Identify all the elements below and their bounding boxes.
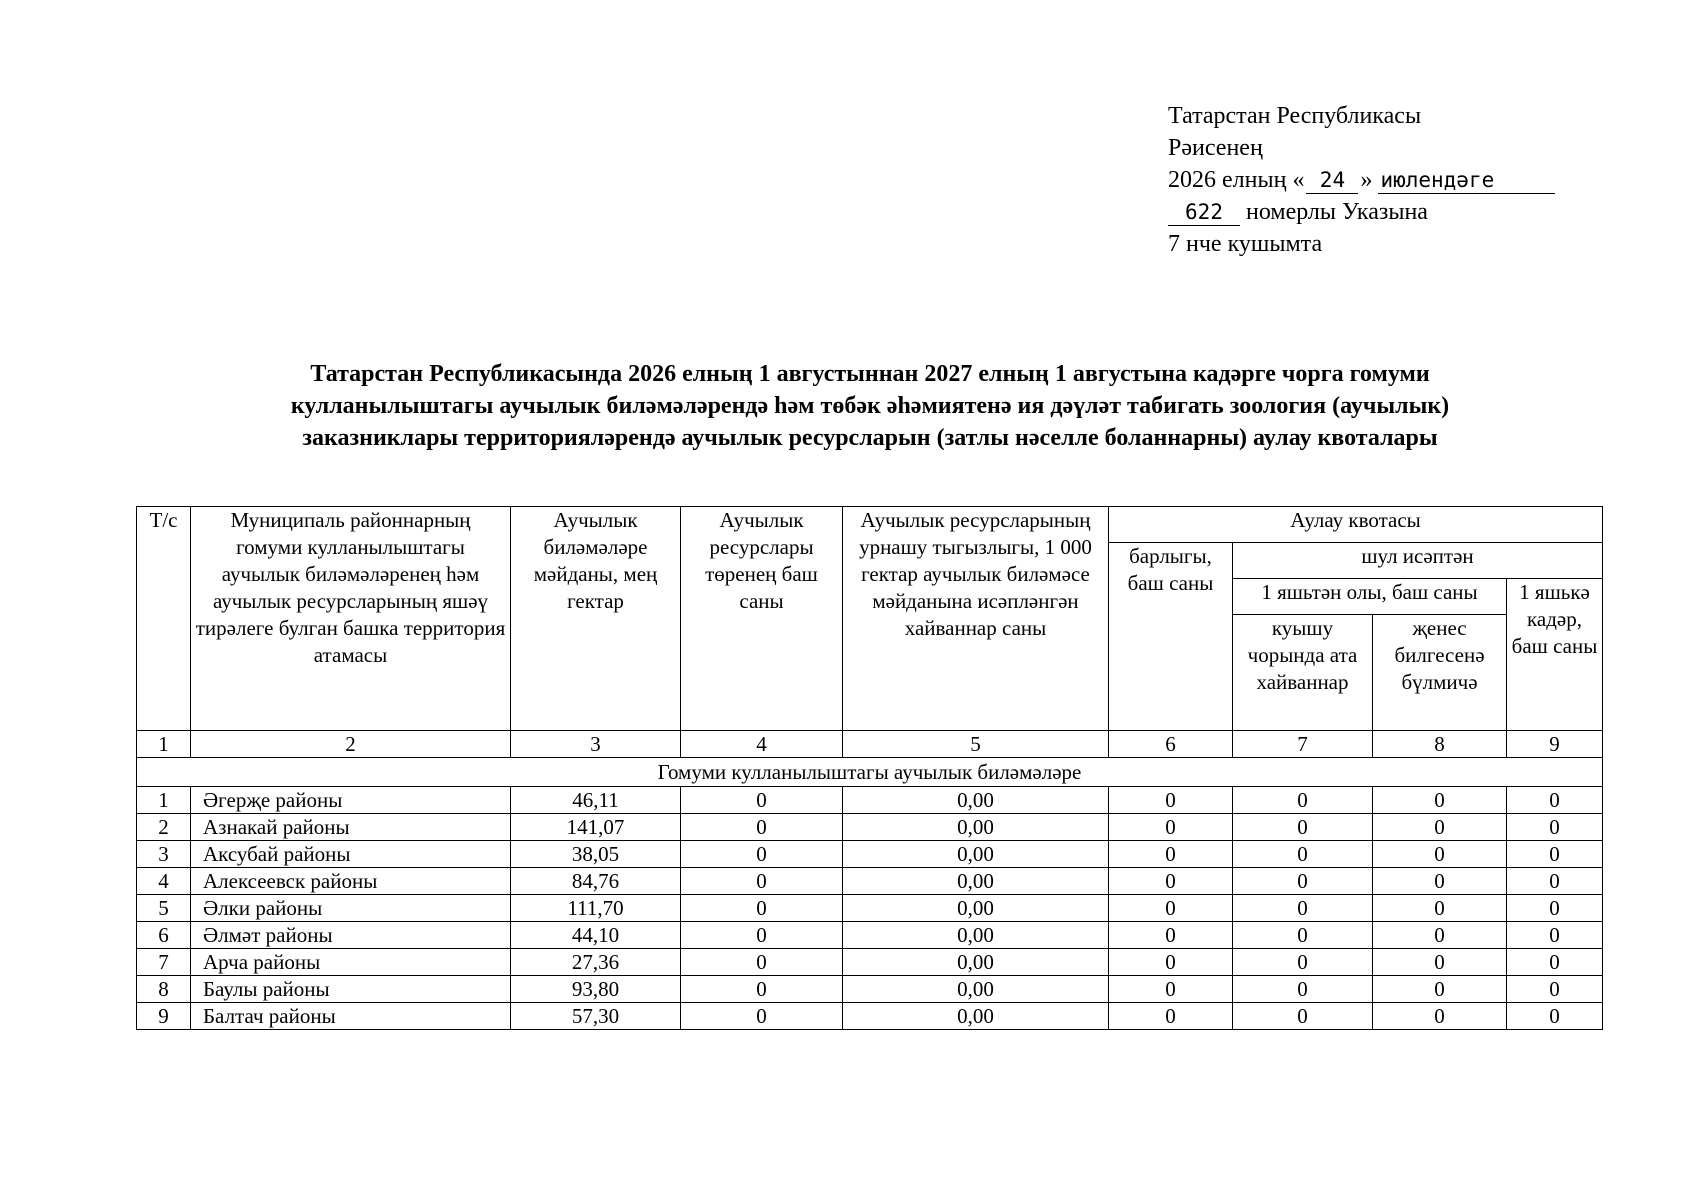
section-title: Гомуми кулланылыштагы аучылык биләмәләре (137, 758, 1603, 787)
header-col-density: Аучылык ресурсларының урнашу тыгызлыгы, 1 000 гектар аучылык биләмәсе мәйданына исәпләнгән хайваннар саны (843, 507, 1109, 731)
quota-no-sex: 0 (1373, 868, 1507, 895)
table-row (137, 868, 1603, 895)
quota-no-sex: 0 (1373, 841, 1507, 868)
quota-males: 0 (1233, 814, 1373, 841)
quota-under-one: 0 (1507, 787, 1603, 814)
title-line-1: Татарстан Республикасында 2026 елның 1 августыннан 2027 елның 1 августына кадәрге чорга гомуми (310, 361, 1430, 387)
header-row-1 (137, 507, 1603, 543)
header-number-suffix: номерлы Указына (1246, 199, 1428, 225)
quota-under-one: 0 (1507, 868, 1603, 895)
quota-under-one: 0 (1507, 976, 1603, 1003)
header-date-prefix: 2026 елның « (1168, 167, 1305, 193)
row-number: 3 (137, 841, 191, 868)
density-value: 0,00 (843, 787, 1109, 814)
header-date-line (1168, 164, 1588, 196)
area-value: 38,05 (511, 841, 681, 868)
quota-males: 0 (1233, 895, 1373, 922)
quota-total: 0 (1109, 1003, 1233, 1030)
density-value: 0,00 (843, 1003, 1109, 1030)
header-of-which: шул исәптән (1233, 543, 1603, 579)
area-value: 27,36 (511, 949, 681, 976)
header-republic: Татарстан Республикасы (1168, 103, 1422, 129)
column-number-row (137, 731, 1603, 758)
quota-males: 0 (1233, 787, 1373, 814)
quota-males: 0 (1233, 1003, 1373, 1030)
resource-count: 0 (681, 895, 843, 922)
resource-count: 0 (681, 868, 843, 895)
density-value: 0,00 (843, 814, 1109, 841)
column-number-9: 9 (1507, 731, 1603, 758)
quota-total: 0 (1109, 949, 1233, 976)
section-row (137, 758, 1603, 787)
header-over-one-year: 1 яшьтән олы, баш саны (1233, 579, 1507, 615)
table-row (137, 976, 1603, 1003)
quota-no-sex: 0 (1373, 1003, 1507, 1030)
column-number-4: 4 (681, 731, 843, 758)
quota-total: 0 (1109, 814, 1233, 841)
density-value: 0,00 (843, 976, 1109, 1003)
header-col-males-rut: куышу чорында ата хайваннар (1233, 615, 1373, 731)
header-col-territory: Муниципаль районнарның гомуми кулланылыштагы аучылык биләмәләренең һәм аучылык ресурсларының яшәү тирәлеге булган башка территория атамасы (191, 507, 511, 731)
column-number-7: 7 (1233, 731, 1373, 758)
header-decree-number: 622 (1168, 199, 1240, 226)
district-name: Әлки районы (191, 895, 511, 922)
quota-total: 0 (1109, 922, 1233, 949)
density-value: 0,00 (843, 922, 1109, 949)
table-row (137, 1003, 1603, 1030)
district-name: Әлмәт районы (191, 922, 511, 949)
quota-males: 0 (1233, 976, 1373, 1003)
district-name: Әгерҗе районы (191, 787, 511, 814)
header-number-line (1168, 196, 1588, 228)
column-number-8: 8 (1373, 731, 1507, 758)
quota-total: 0 (1109, 895, 1233, 922)
quota-total: 0 (1109, 787, 1233, 814)
quota-under-one: 0 (1507, 895, 1603, 922)
quota-total: 0 (1109, 976, 1233, 1003)
district-name: Баулы районы (191, 976, 511, 1003)
header-date-mid: » (1360, 167, 1373, 193)
table-row (137, 787, 1603, 814)
quota-under-one: 0 (1507, 841, 1603, 868)
column-number-2: 2 (191, 731, 511, 758)
district-name: Аксубай районы (191, 841, 511, 868)
quota-no-sex: 0 (1373, 922, 1507, 949)
header-col-area: Аучылык биләмәләре мәйданы, мең гектар (511, 507, 681, 731)
quota-males: 0 (1233, 922, 1373, 949)
header-col-no-sex: җенес билгесенә бүлмичә (1373, 615, 1507, 731)
resource-count: 0 (681, 787, 843, 814)
table-row (137, 814, 1603, 841)
resource-count: 0 (681, 976, 843, 1003)
quota-total: 0 (1109, 841, 1233, 868)
area-value: 93,80 (511, 976, 681, 1003)
header-col-resource-count: Аучылык ресурслары төренең баш саны (681, 507, 843, 731)
quota-total: 0 (1109, 868, 1233, 895)
title-line-2: кулланылыштагы аучылык биләмәләрендә һәм төбәк әһәмиятенә ия дәүләт табигать зоология (аучылык) (290, 393, 1450, 419)
area-value: 57,30 (511, 1003, 681, 1030)
quota-under-one: 0 (1507, 949, 1603, 976)
resource-count: 0 (681, 814, 843, 841)
quota-no-sex: 0 (1373, 976, 1507, 1003)
row-number: 4 (137, 868, 191, 895)
row-number: 2 (137, 814, 191, 841)
resource-count: 0 (681, 922, 843, 949)
table-row (137, 841, 1603, 868)
resource-count: 0 (681, 841, 843, 868)
header-date-month: июлендәге (1378, 167, 1555, 194)
quota-table (136, 506, 1603, 1030)
column-number-6: 6 (1109, 731, 1233, 758)
quota-no-sex: 0 (1373, 895, 1507, 922)
row-number: 7 (137, 949, 191, 976)
row-number: 5 (137, 895, 191, 922)
quota-under-one: 0 (1507, 814, 1603, 841)
quota-no-sex: 0 (1373, 814, 1507, 841)
quota-males: 0 (1233, 949, 1373, 976)
document-title (150, 358, 1590, 454)
density-value: 0,00 (843, 949, 1109, 976)
header-col-number: Т/с (137, 507, 191, 731)
row-number: 6 (137, 922, 191, 949)
table-row (137, 895, 1603, 922)
header-col-under-one-year: 1 яшькә кадәр, баш саны (1507, 579, 1603, 731)
quota-no-sex: 0 (1373, 949, 1507, 976)
quota-under-one: 0 (1507, 922, 1603, 949)
district-name: Балтач районы (191, 1003, 511, 1030)
area-value: 141,07 (511, 814, 681, 841)
resource-count: 0 (681, 1003, 843, 1030)
table-row (137, 922, 1603, 949)
column-number-5: 5 (843, 731, 1109, 758)
header-head: Рәисенең (1168, 135, 1263, 161)
district-name: Азнакай районы (191, 814, 511, 841)
column-number-1: 1 (137, 731, 191, 758)
district-name: Алексеевск районы (191, 868, 511, 895)
quota-under-one: 0 (1507, 1003, 1603, 1030)
quota-males: 0 (1233, 868, 1373, 895)
header-date-day: 24 (1306, 167, 1358, 194)
row-number: 1 (137, 787, 191, 814)
quota-males: 0 (1233, 841, 1373, 868)
resource-count: 0 (681, 949, 843, 976)
header-appendix-number: 7 нче кушымта (1168, 231, 1323, 257)
density-value: 0,00 (843, 868, 1109, 895)
area-value: 46,11 (511, 787, 681, 814)
density-value: 0,00 (843, 895, 1109, 922)
density-value: 0,00 (843, 841, 1109, 868)
row-number: 9 (137, 1003, 191, 1030)
table-row (137, 949, 1603, 976)
header-col-total: барлыгы, баш саны (1109, 543, 1233, 731)
title-line-3: заказниклары территорияләрендә аучылык ресурсларын (затлы нәселле боланнарны) аулау квоталары (302, 425, 1438, 451)
area-value: 44,10 (511, 922, 681, 949)
row-number: 8 (137, 976, 191, 1003)
appendix-header (1168, 100, 1588, 260)
area-value: 84,76 (511, 868, 681, 895)
data-rows (137, 787, 1603, 1030)
quota-no-sex: 0 (1373, 787, 1507, 814)
district-name: Арча районы (191, 949, 511, 976)
column-number-3: 3 (511, 731, 681, 758)
header-quota-group: Аулау квотасы (1109, 507, 1603, 543)
area-value: 111,70 (511, 895, 681, 922)
